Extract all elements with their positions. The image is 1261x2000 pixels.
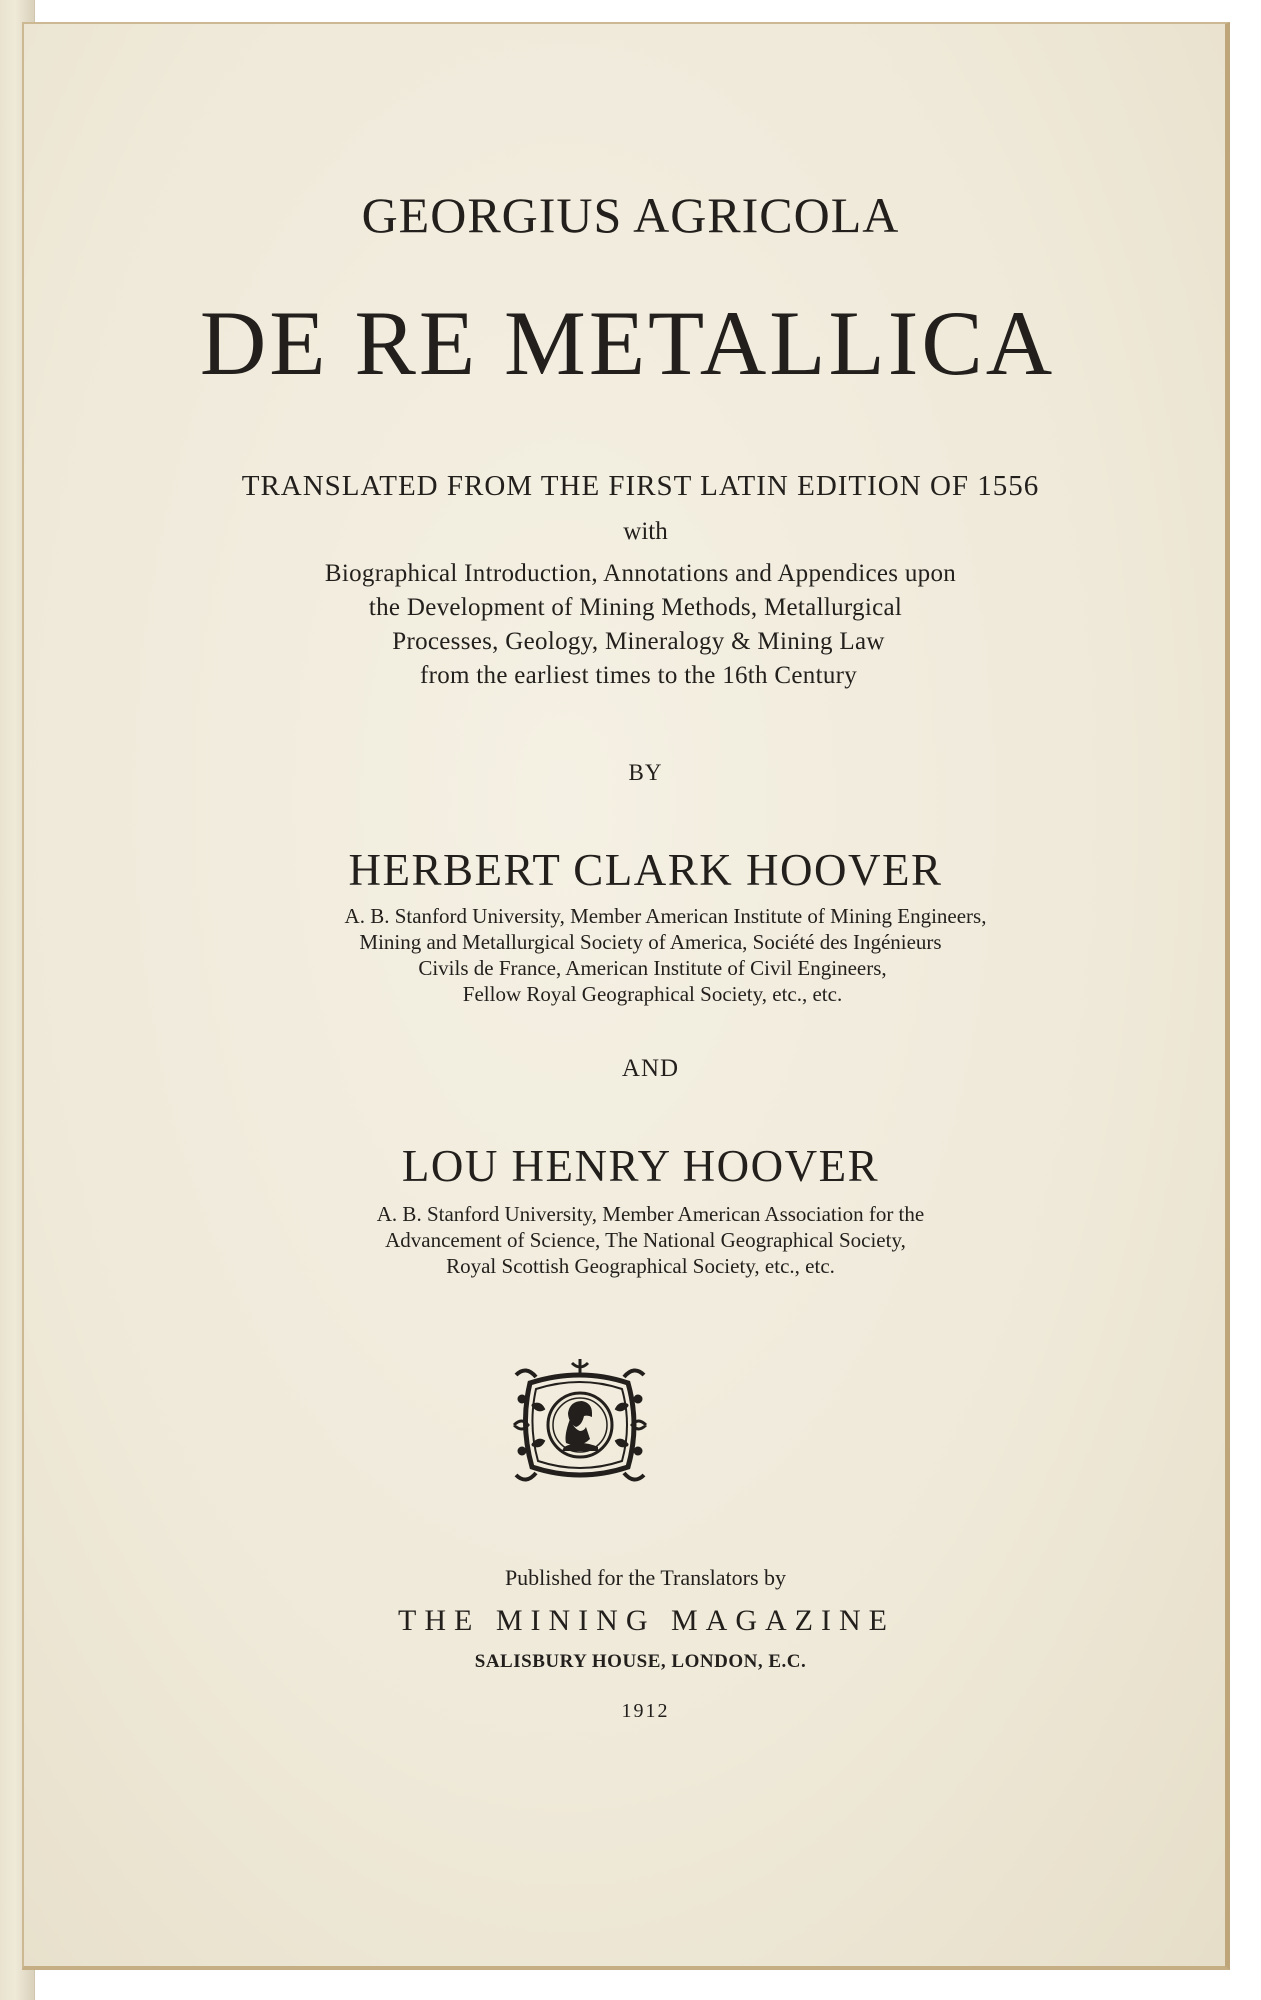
publisher-address: SALISBURY HOUSE, LONDON, E.C. <box>474 1651 807 1672</box>
with-label: with <box>623 518 668 545</box>
translator-credential: Civils de France, American Institute of Civil Engineers, <box>418 956 887 980</box>
translator-credential: Fellow Royal Geographical Society, etc., etc. <box>462 982 843 1006</box>
publication-year: 1912 <box>621 1700 670 1722</box>
author-name: GEORGIUS AGRICOLA <box>361 187 900 243</box>
translator-credential: A. B. Stanford University, Member American Institute of Mining Engineers, <box>344 904 987 928</box>
subtitle: TRANSLATED FROM THE FIRST LATIN EDITION OF 1556 <box>241 470 1040 502</box>
by-label: BY <box>628 760 663 785</box>
translator-name-lou: LOU HENRY HOOVER <box>401 1141 880 1191</box>
translator-name-herbert: HERBERT CLARK HOOVER <box>348 845 943 895</box>
publisher-intro: Published for the Translators by <box>504 1565 787 1590</box>
description-line: Processes, Geology, Mineralogy & Mining Law <box>392 628 885 655</box>
description-line: Biographical Introduction, Annotations and Appendices upon <box>324 560 957 587</box>
printers-device-portrait-medallion-icon <box>510 1355 650 1495</box>
description-line: from the earliest times to the 16th Century <box>419 662 858 689</box>
and-label: AND <box>621 1055 680 1082</box>
publisher-name: THE MINING MAGAZINE <box>398 1604 895 1637</box>
translator-credential: Royal Scottish Geographical Society, etc., etc. <box>446 1254 835 1278</box>
translator-credential: A. B. Stanford University, Member American Association for the <box>376 1202 925 1226</box>
translator-credential: Mining and Metallurgical Society of America, Société des Ingénieurs <box>359 930 942 954</box>
translator-credential: Advancement of Science, The National Geographical Society, <box>385 1228 906 1252</box>
book-title: DE RE METALLICA <box>199 292 1056 394</box>
description-line: the Development of Mining Methods, Metallurgical <box>368 594 903 621</box>
